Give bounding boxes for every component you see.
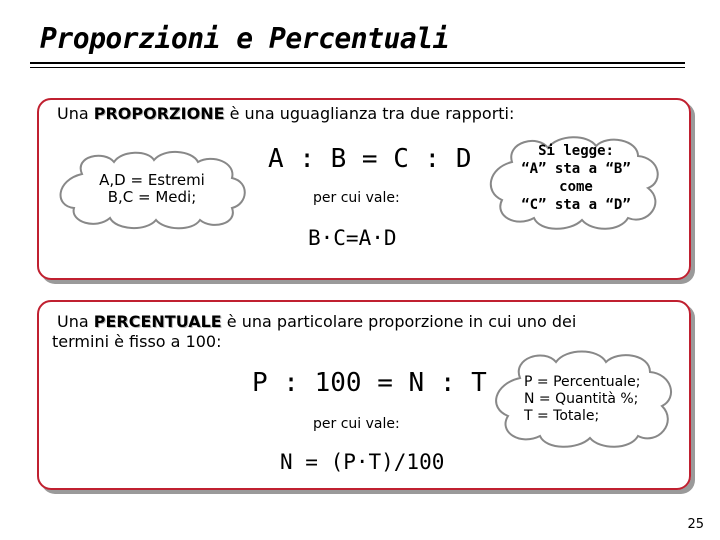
cloud-legend-line: N = Quantità %; — [524, 391, 639, 407]
cloud-legend-line: P = Percentuale; — [524, 374, 641, 390]
cloud-reading-line: “A” sta a “B” — [521, 161, 631, 177]
percentage-formula: P : 100 = N : T — [252, 368, 487, 398]
page-title: Proporzioni e Percentuali — [40, 22, 449, 55]
cloud-extremes — [62, 172, 242, 206]
percentage-intro-prefix: Una — [57, 312, 94, 331]
percentage-keyword: PERCENTUALE — [93, 312, 222, 331]
percentage-intro-line2: termini è fisso a 100: — [52, 332, 222, 351]
title-underline — [30, 62, 685, 64]
proportion-keyword: PROPORZIONE — [93, 104, 225, 123]
cloud-medi-line: B,C = Medi; — [107, 188, 197, 206]
cloud-legend-line: T = Totale; — [524, 408, 600, 424]
proportion-product: B·C=A·D — [308, 226, 397, 250]
cloud-reading-line: “C” sta a “D” — [521, 197, 631, 213]
percentage-intro — [57, 312, 576, 331]
percentage-intro-suffix: è una particolare proporzione in cui uno dei — [221, 312, 577, 331]
proportion-intro — [57, 104, 514, 123]
cloud-reading-line: come — [559, 179, 593, 195]
proportion-intro-prefix: Una — [57, 104, 94, 123]
page-number: 25 — [687, 517, 704, 532]
cloud-extremes-line: A,D = Estremi — [99, 171, 205, 189]
proportion-intro-suffix: è una uguaglianza tra due rapporti: — [224, 104, 515, 123]
cloud-legend — [524, 374, 674, 425]
cloud-reading-line: Si legge: — [538, 143, 614, 159]
proportion-formula: A : B = C : D — [268, 144, 472, 174]
proportion-per-cui-vale: per cui vale: — [313, 190, 400, 206]
title-underline-thin — [30, 67, 685, 68]
cloud-reading — [498, 142, 654, 214]
percentage-result: N = (P·T)/100 — [280, 450, 445, 474]
percentage-per-cui-vale: per cui vale: — [313, 416, 400, 432]
